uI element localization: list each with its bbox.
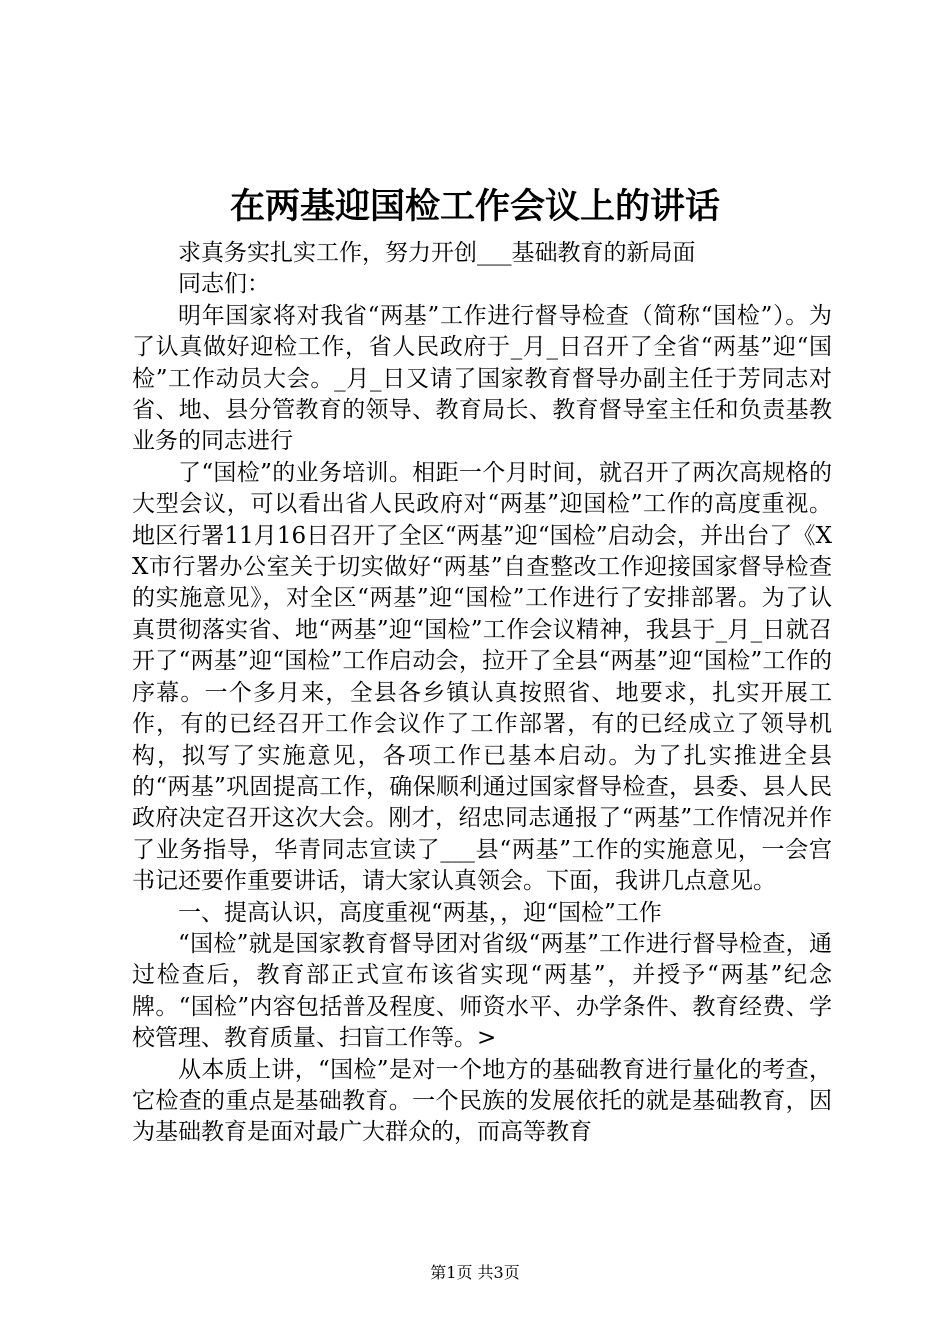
- document-title: 在两基迎国检工作会议上的讲话: [229, 186, 720, 227]
- page-footer: 第1页 共3页: [430, 1263, 520, 1282]
- body-paragraph: 了“国检”的业务培训。相距一个月时间，就召开了两次高规格的大型会议，可以看出省人民政府对“两基”迎国检”工作的高度重视。地区行署11月16日召开了全区“两基”迎“国检”启动会，并出台了《XX市行署办公室关于切实做好“两基”自查整改工作迎接国家督导检查的实施意见》，对全区“两基”迎“国检”工作进行了安排部署。为了认真贯彻落实省、地“两基”迎“国检”工作会议精神，我县于_月_日就召开了“两基”迎“国检”工作启动会，拉开了全县“两基”迎“国检”工作的序幕。一个多月来，全县各乡镇认真按照省、地要求，扎实开展工作，有的已经召开工作会议作了工作部署，有的已经成立了领导机构，拟写了实施意见，各项工作已基本启动。为了扎实推进全县的“两基”巩固提高工作，确保顺利通过国家督导检查，县委、县人民政府决定召开这次大会。刚才，绍忠同志通报了“两基”工作情况并作了业务指导，华青同志宣读了___县“两基”工作的实施意见，一会宫书记还要作重要讲话，请大家认真领会。下面，我讲几点意见。: [132, 459, 832, 895]
- subtitle-paragraph: 求真务实扎实工作，努力开创___基础教育的新局面: [178, 240, 696, 266]
- salutation-paragraph: 同志们：: [178, 271, 270, 298]
- body-paragraph: 从本质上讲，“国检”是对一个地方的基础教育进行量化的考查，它检查的重点是基础教育。一个民族的发展依托的就是基础教育，因为基础教育是面对最广大群众的，而高等教育: [132, 1056, 832, 1146]
- body-paragraph: 明年国家将对我省“两基”工作进行督导检查（简称“国检”）。为了认真做好迎检工作，省人民政府于_月_日召开了全省“两基”迎“国检”工作动员大会。_月_日又请了国家教育督导办副主任于芳同志对省、地、县分管教育的领导、教育局长、教育督导室主任和负责基教业务的同志进行: [132, 302, 832, 455]
- document-body: [132, 238, 832, 1149]
- body-paragraph: “国检”就是国家教育督导团对省级“两基”工作进行督导检查，通过检查后，教育部正式宣布该省实现“两基”，并授予“两基”纪念牌。“国检”内容包括普及程度、师资水平、办学条件、教育经费、学校管理、教育质量、扫盲工作等。>: [132, 930, 832, 1052]
- section-heading: 一、提高认识，高度重视“两基，，迎“国检”工作: [178, 899, 662, 926]
